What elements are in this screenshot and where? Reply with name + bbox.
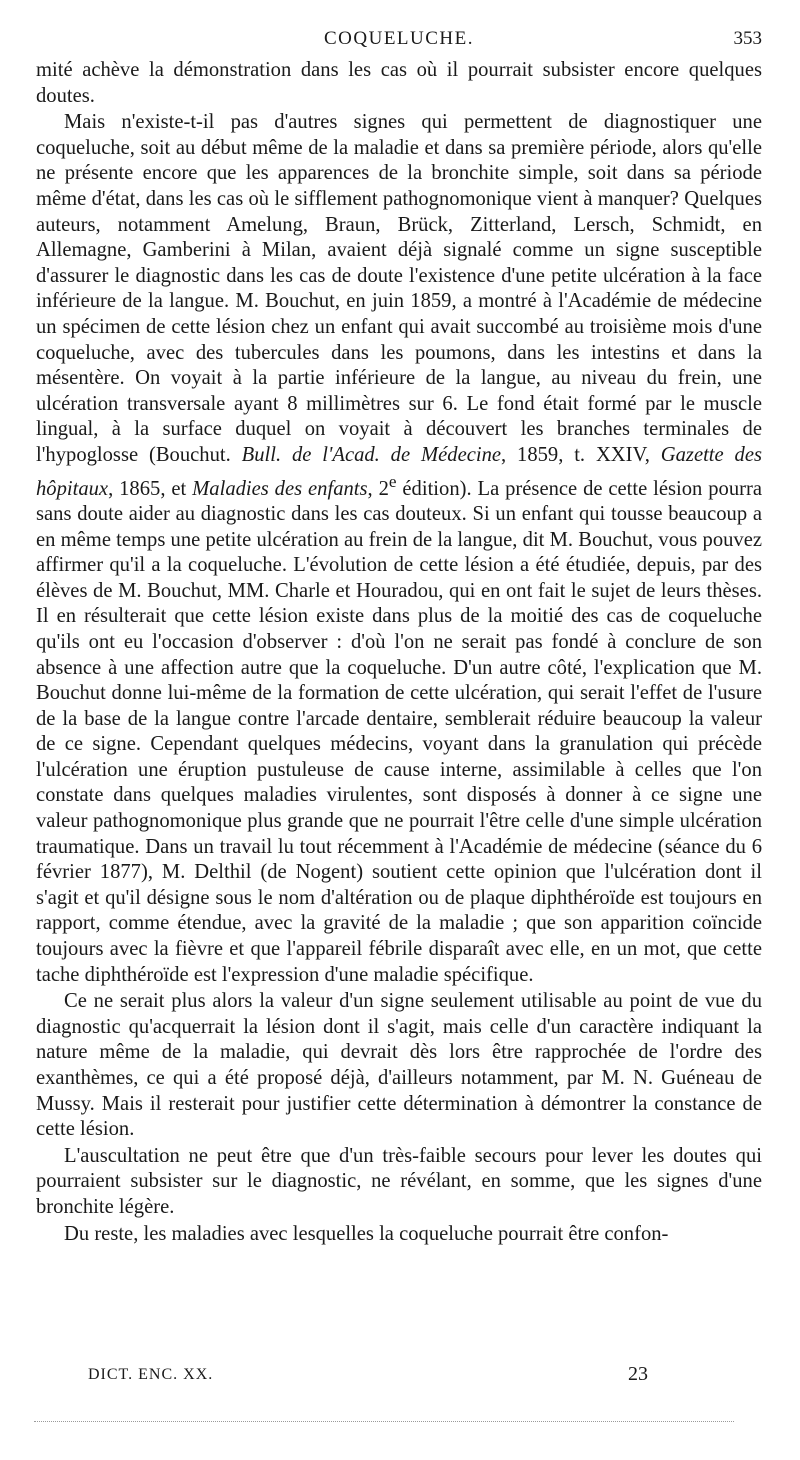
body-text: [36, 58, 762, 1247]
edition-superscript: e: [388, 471, 397, 491]
paragraph-ulceration-sign: [36, 110, 762, 988]
running-title: COQUELUCHE.: [323, 28, 475, 49]
footer-sheet-number: 23: [628, 1363, 648, 1385]
paragraph-continuation: mité achève la démonstration dans les cas où il pourrait subsister encore quelques doutes.: [36, 59, 762, 107]
page-number: 353: [733, 28, 762, 49]
paragraph-text: , 1865, et: [108, 477, 187, 500]
citation-title: Bull. de l'Acad. de Médecine: [241, 443, 502, 466]
citation-title: Maladies des enfants: [192, 477, 368, 500]
paragraph-du-reste: Du reste, les maladies avec lesquelles la coqueluche pourrait être confon-: [64, 1222, 669, 1245]
page-header: [36, 28, 762, 54]
bottom-rule: [34, 1421, 734, 1422]
paragraph-signe-valeur: Ce ne serait plus alors la valeur d'un signe seulement utilisable au point de vue du diagnostic qu'acquerrait la lésion dont il s'agit, mais celle d'un caractère indiquant la nature même de la maladie, qui devrait dès lors être rapprochée de l'ordre des exanthèmes, ce qui a été proposé déjà, d'ailleurs notamment, par M. N. Guéneau de Mussy. Mais il resterait pour justifier cette détermination à démontrer la constance de cette lésion.: [36, 990, 762, 1141]
paragraph-text: , 1859, t. XXIV,: [501, 443, 650, 466]
footer-signature: DICT. ENC. XX.: [88, 1366, 214, 1383]
paragraph-auscultation: L'auscultation ne peut être que d'un très-faible secours pour lever les doutes qui pourraient subsister sur le diagnostic, ne révélant, en somme, que les signes d'une bronchite légère.: [36, 1144, 762, 1218]
paragraph-text: Mais n'existe-t-il pas d'autres signes qui permettent de diagnostiquer une coqueluche, soit au début même de la maladie et dans sa première période, alors qu'elle ne présente encore que les apparences de la bronchite simple, soit dans sa période même d'état, dans les cas où le sifflement pathognomonique vient à manquer? Quelques auteurs, notamment Amelung, Braun, Brück, Zitterland, Lersch, Schmidt, en Allemagne, Gamberini à Milan, avaient déjà signalé comme un signe susceptible d'assurer le diagnostic dans les cas de doute l'existence d'une petite ulcération à la face inférieure de la langue. M. Bouchut, en juin 1859, a montré à l'Académie de médecine un spécimen de cette lésion chez un enfant qui avait succombé au troisième mois d'une coqueluche, avec des tubercules dans les poumons, dans les intestins et dans la mésentère. On voyait à la partie inférieure de la langue, au niveau du frein, une ulcération transversale ayant 8 millimètres sur 6. Le fond était formé par le muscle lingual, à la surface duquel on voyait à découvert les branches terminales de l'hypoglosse (Bouchut.: [36, 111, 762, 466]
citation-title: Gazette des hôpitaux: [36, 443, 762, 500]
paragraph-text: , 2: [367, 477, 389, 500]
paragraph-text: édition). La présence de cette lésion pourra sans doute aider au diagnostic dans les cas douteux. Si un enfant qui tousse beaucoup a en même temps une petite ulcération au frein de la langue, dit M. Bouchut, vous pouvez affirmer qu'il a la coqueluche. L'évolution de cette lésion a été étudiée, depuis, par des élèves de M. Bouchut, MM. Charle et Houradou, qui en ont fait le sujet de leurs thèses. Il en résulterait que cette lésion existe dans plus de la moitié des cas de coqueluche qu'ils ont eu l'occasion d'observer : d'où l'on ne serait pas fondé à conclure de son absence à une affection autre que la coqueluche. D'un autre côté, l'explication que M. Bouchut donne lui-même de la formation de cette ulcération, qui serait l'effet de l'usure de la base de la langue contre l'arcade dentaire, semblerait réduire beaucoup la valeur de ce signe. Cependant quelques médecins, voyant dans la granulation qui précède l'ulcération une éruption pustuleuse de cause interne, assimilable à celles que l'on constate dans quelques maladies virulentes, sont disposés à donner à ce signe une valeur pathognomonique plus grande que ne pourrait l'être celle d'une simple ulcération traumatique. Dans un travail lu tout récemment à l'Académie de médecine (séance du 6 février 1877), M. Delthil (de Nogent) soutient cette opinion que l'ulcération dont il s'agit et qu'il désigne sous le nom d'altération ou de plaque diphthéroïde est toujours en rapport, comme étendue, avec la gravité de la maladie ; que son apparition coïncide toujours avec la fièvre et que l'appareil fébrile disparaît avec elle, en un mot, que cette tache diphthéroïde est l'expression d'une maladie spécifique.: [36, 477, 763, 986]
